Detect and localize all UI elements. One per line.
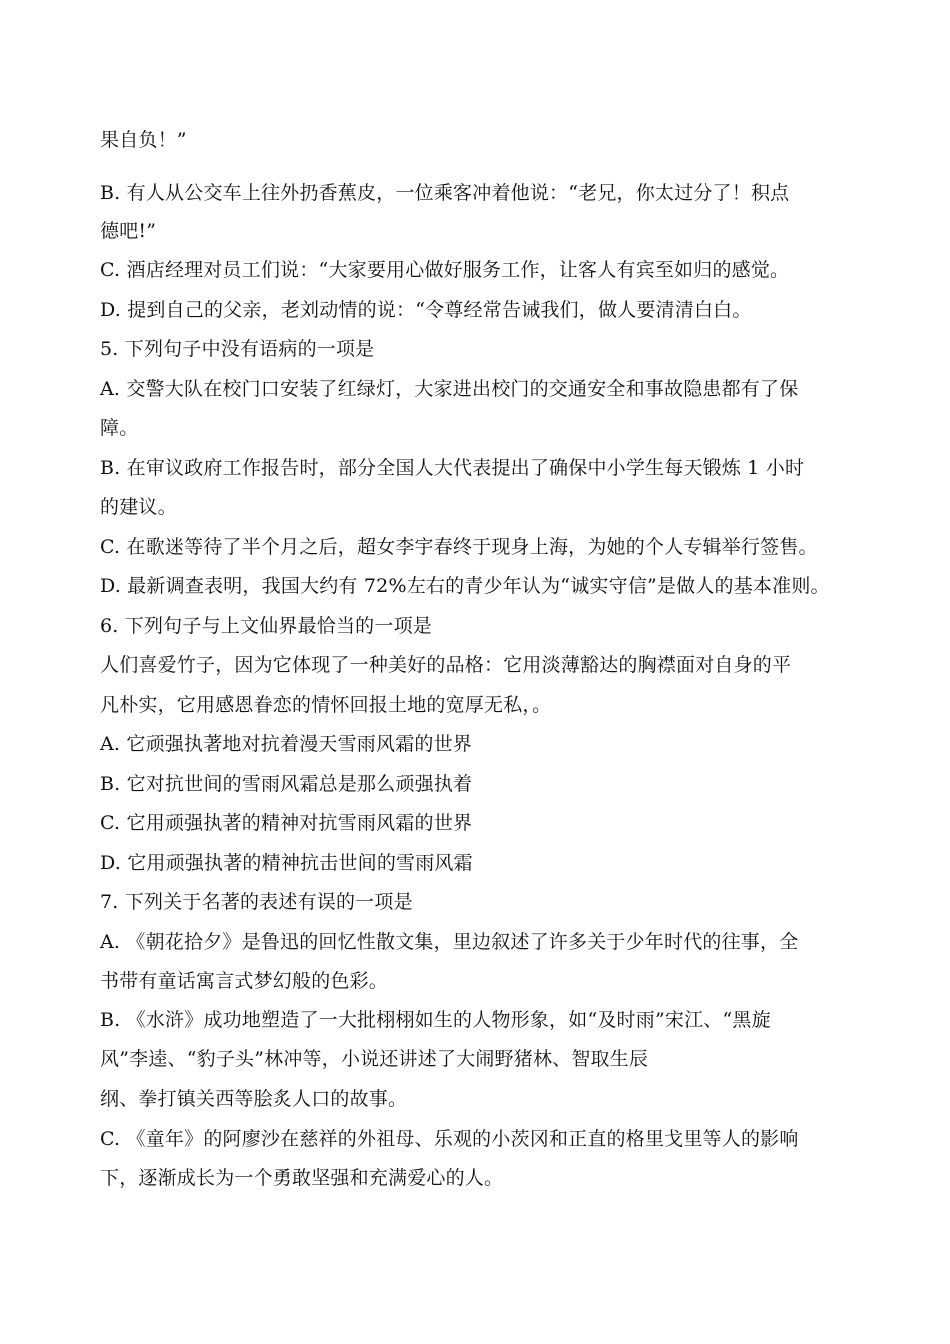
text-line: 果自负！” — [100, 129, 187, 151]
question-6: 6. 下列句子与上文仙界最恰当的一项是 — [100, 615, 432, 637]
text-line: D. 提到自己的父亲，老刘动情的说：“令尊经常告诫我们，做人要清清白白。 — [100, 299, 752, 321]
text-line: 德吧!” — [100, 220, 157, 242]
text-line: B. 有人从公交车上往外扔香蕉皮，一位乘客冲着他说：“老兄，你太过分了！积点 — [100, 182, 790, 204]
question-5: 5. 下列句子中没有语病的一项是 — [100, 338, 375, 360]
text-line: C. 它用顽强执著的精神对抗雪雨风霜的世界 — [100, 812, 473, 834]
text-line: 障。 — [100, 417, 139, 439]
text-line: 风”李逵、“豹子头”林冲等，小说还讲述了大闹野猪林、智取生辰 — [100, 1048, 649, 1070]
text-line: 下，逐渐成长为一个勇敢坚强和充满爱心的人。 — [100, 1167, 504, 1189]
text-line: B. 在审议政府工作报告时，部分全国人大代表提出了确保中小学生每天锻炼 1 小时 — [100, 457, 805, 479]
text-line: A. 《朝花拾夕》是鲁迅的回忆性散文集，里边叙述了许多关于少年时代的往事，全 — [100, 931, 799, 953]
text-line: C. 酒店经理对员工们说：“大家要用心做好服务工作，让客人有宾至如归的感觉。 — [100, 259, 790, 281]
text-line: 的建议。 — [100, 496, 177, 518]
text-line: A. 它顽强执著地对抗着漫天雪雨风霜的世界 — [100, 733, 473, 755]
text-line: A. 交警大队在校门口安装了红绿灯，大家进出校门的交通安全和事故隐患都有了保 — [100, 378, 799, 400]
text-line: B. 《水浒》成功地塑造了一大批栩栩如生的人物形象，如“及时雨”宋江、“黑旋 — [100, 1009, 771, 1031]
text-line: B. 它对抗世间的雪雨风霜总是那么顽强执着 — [100, 773, 473, 795]
text-line: 书带有童话寓言式梦幻般的色彩。 — [100, 970, 389, 992]
question-7: 7. 下列关于名著的表述有误的一项是 — [100, 891, 413, 913]
text-line: D. 最新调查表明，我国大约有 72%左右的青少年认为“诚实守信”是做人的基本准则。 — [100, 575, 830, 597]
text-line: D. 它用顽强执著的精神抗击世间的雪雨风霜 — [100, 852, 473, 874]
text-line: 人们喜爱竹子，因为它体现了一种美好的品格：它用淡薄豁达的胸襟面对自身的平 — [100, 654, 792, 676]
text-line: C. 在歌迷等待了半个月之后，超女李宇春终于现身上海，为她的个人专辑举行签售。 — [100, 536, 818, 558]
text-line: C. 《童年》的阿廖沙在慈祥的外祖母、乐观的小茨冈和正直的格里戈里等人的影响 — [100, 1128, 799, 1150]
text-line: 凡朴实，它用感恩眷恋的情怀回报土地的宽厚无私，。 — [100, 694, 552, 716]
text-line: 纲、拳打镇关西等脍炙人口的故事。 — [100, 1088, 408, 1110]
